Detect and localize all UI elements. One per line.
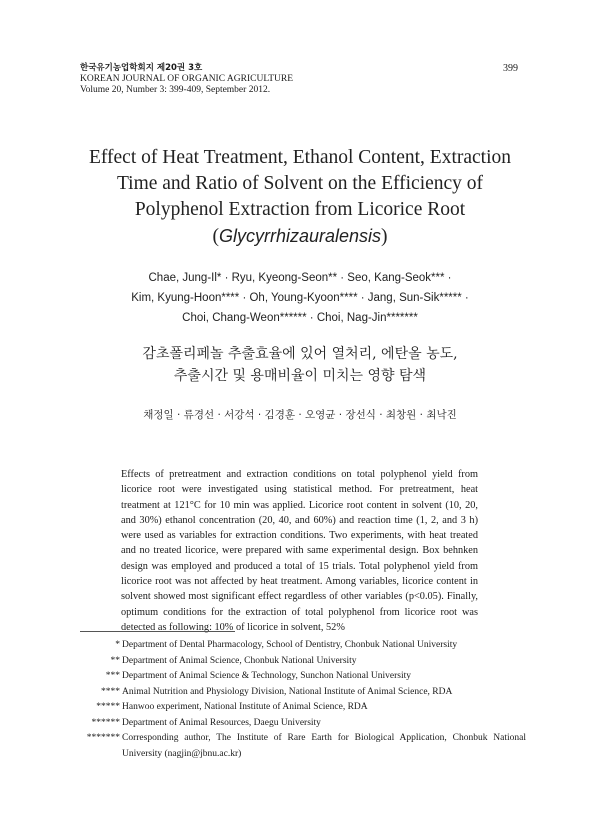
- footnote: [78, 638, 526, 654]
- journal-header: [80, 63, 293, 96]
- footnote-divider: [80, 631, 235, 632]
- title-line: Effect of Heat Treatment, Ethanol Content, Extraction: [88, 147, 512, 168]
- footnote-mark: *: [115, 640, 120, 650]
- korean-title-line: 추출시간 및 용매비율이 미치는 영향 탐색: [173, 368, 427, 384]
- author-list: [40, 268, 560, 328]
- page-number: 399: [503, 63, 518, 74]
- footnote-mark: *******: [86, 733, 120, 743]
- footnote-mark: **: [110, 655, 120, 666]
- title-open-paren: (: [212, 226, 219, 247]
- footnote-text: Department of Animal Science & Technology, Sunchon National University: [122, 671, 412, 681]
- footnote-text: Corresponding author, The Institute of Rare Earth for Biological Application, Chonbuk National University (nagjin@jbnu.ac.kr): [122, 733, 526, 759]
- korean-title: [40, 343, 560, 387]
- footnote-mark: ******: [91, 717, 120, 728]
- footnote-text: Animal Nutrition and Physiology Division, National Institute of Animal Science, RDA: [122, 686, 453, 697]
- footnote: [78, 731, 526, 762]
- title-line: [40, 223, 560, 250]
- footnote: [78, 685, 526, 701]
- author-line: Choi, Chang-Weon****** · Choi, Nag-Jin*******: [182, 312, 418, 324]
- footnote-text: Hanwoo experiment, National Institute of Animal Science, RDA: [122, 702, 368, 712]
- title-close-paren: ): [381, 226, 388, 247]
- title-line: Polyphenol Extraction from Licorice Root: [134, 199, 466, 220]
- scientific-name: Glycyrrhizauralensis: [218, 226, 382, 246]
- affiliation-footnotes: [78, 638, 526, 762]
- korean-title-line: 감초폴리페놀 추출효율에 있어 열처리, 에탄올 농도,: [142, 346, 458, 362]
- journal-name-english: KOREAN JOURNAL OF ORGANIC AGRICULTURE: [80, 74, 294, 84]
- footnote-text: Department of Animal Science, Chonbuk National University: [122, 655, 357, 666]
- footnote: [78, 669, 526, 685]
- author-line: Chae, Jung-Il* · Ryu, Kyeong-Seon** · Seo, Kang-Seok*** ·: [148, 272, 452, 284]
- footnote-mark: ***: [105, 671, 120, 681]
- footnote: [78, 654, 526, 670]
- footnote-text: Department of Dental Pharmacology, School of Dentistry, Chonbuk National University: [122, 640, 458, 650]
- journal-name-korean: 한국유기농업학회지 제20권 3호: [80, 63, 203, 73]
- abstract: Effects of pretreatment and extraction conditions on total polyphenol yield from licorice root were investigated using statistical method. For pretreatment, heat treatment at 121°C for 10 min was applied. Licorice root content in solvent (10, 20, and 30%) ethanol concentration (20, 40, and 60%) and reaction time (1, 2, and 3 h) were used as variables for extraction conditions. Two experiments, with heat treated and no treated licorice, were prepared with same experimental design. Box behnken design was employed and produced a total of 15 trials. Total polyphenol yield from licorice root was not affected by heat treatment. Among variables, licorice content in solvent showed most significant effect regardless of other variables (p<0.05). Finally, optimum conditions for the extraction of total polyphenol from licorice root was detected as following: 10% of licorice in solvent, 52%: [121, 469, 478, 633]
- footnote-mark: ****: [101, 686, 120, 697]
- footnote: [78, 716, 526, 732]
- author-line: Kim, Kyung-Hoon**** · Oh, Young-Kyoon**** · Jang, Sun-Sik***** ·: [131, 292, 469, 304]
- footnote-mark: *****: [96, 702, 120, 712]
- paper-title: [40, 145, 560, 250]
- footnote-text: Department of Animal Resources, Daegu University: [122, 717, 321, 728]
- journal-volume: Volume 20, Number 3: 399-409, September 2012.: [80, 85, 271, 95]
- title-line: Time and Ratio of Solvent on the Efficiency of: [116, 173, 484, 194]
- korean-author-list: 채정일 · 류경선 · 서강석 · 김경훈 · 오영균 · 장선식 · 최창원 · 최낙진: [143, 409, 457, 421]
- footnote: [78, 700, 526, 716]
